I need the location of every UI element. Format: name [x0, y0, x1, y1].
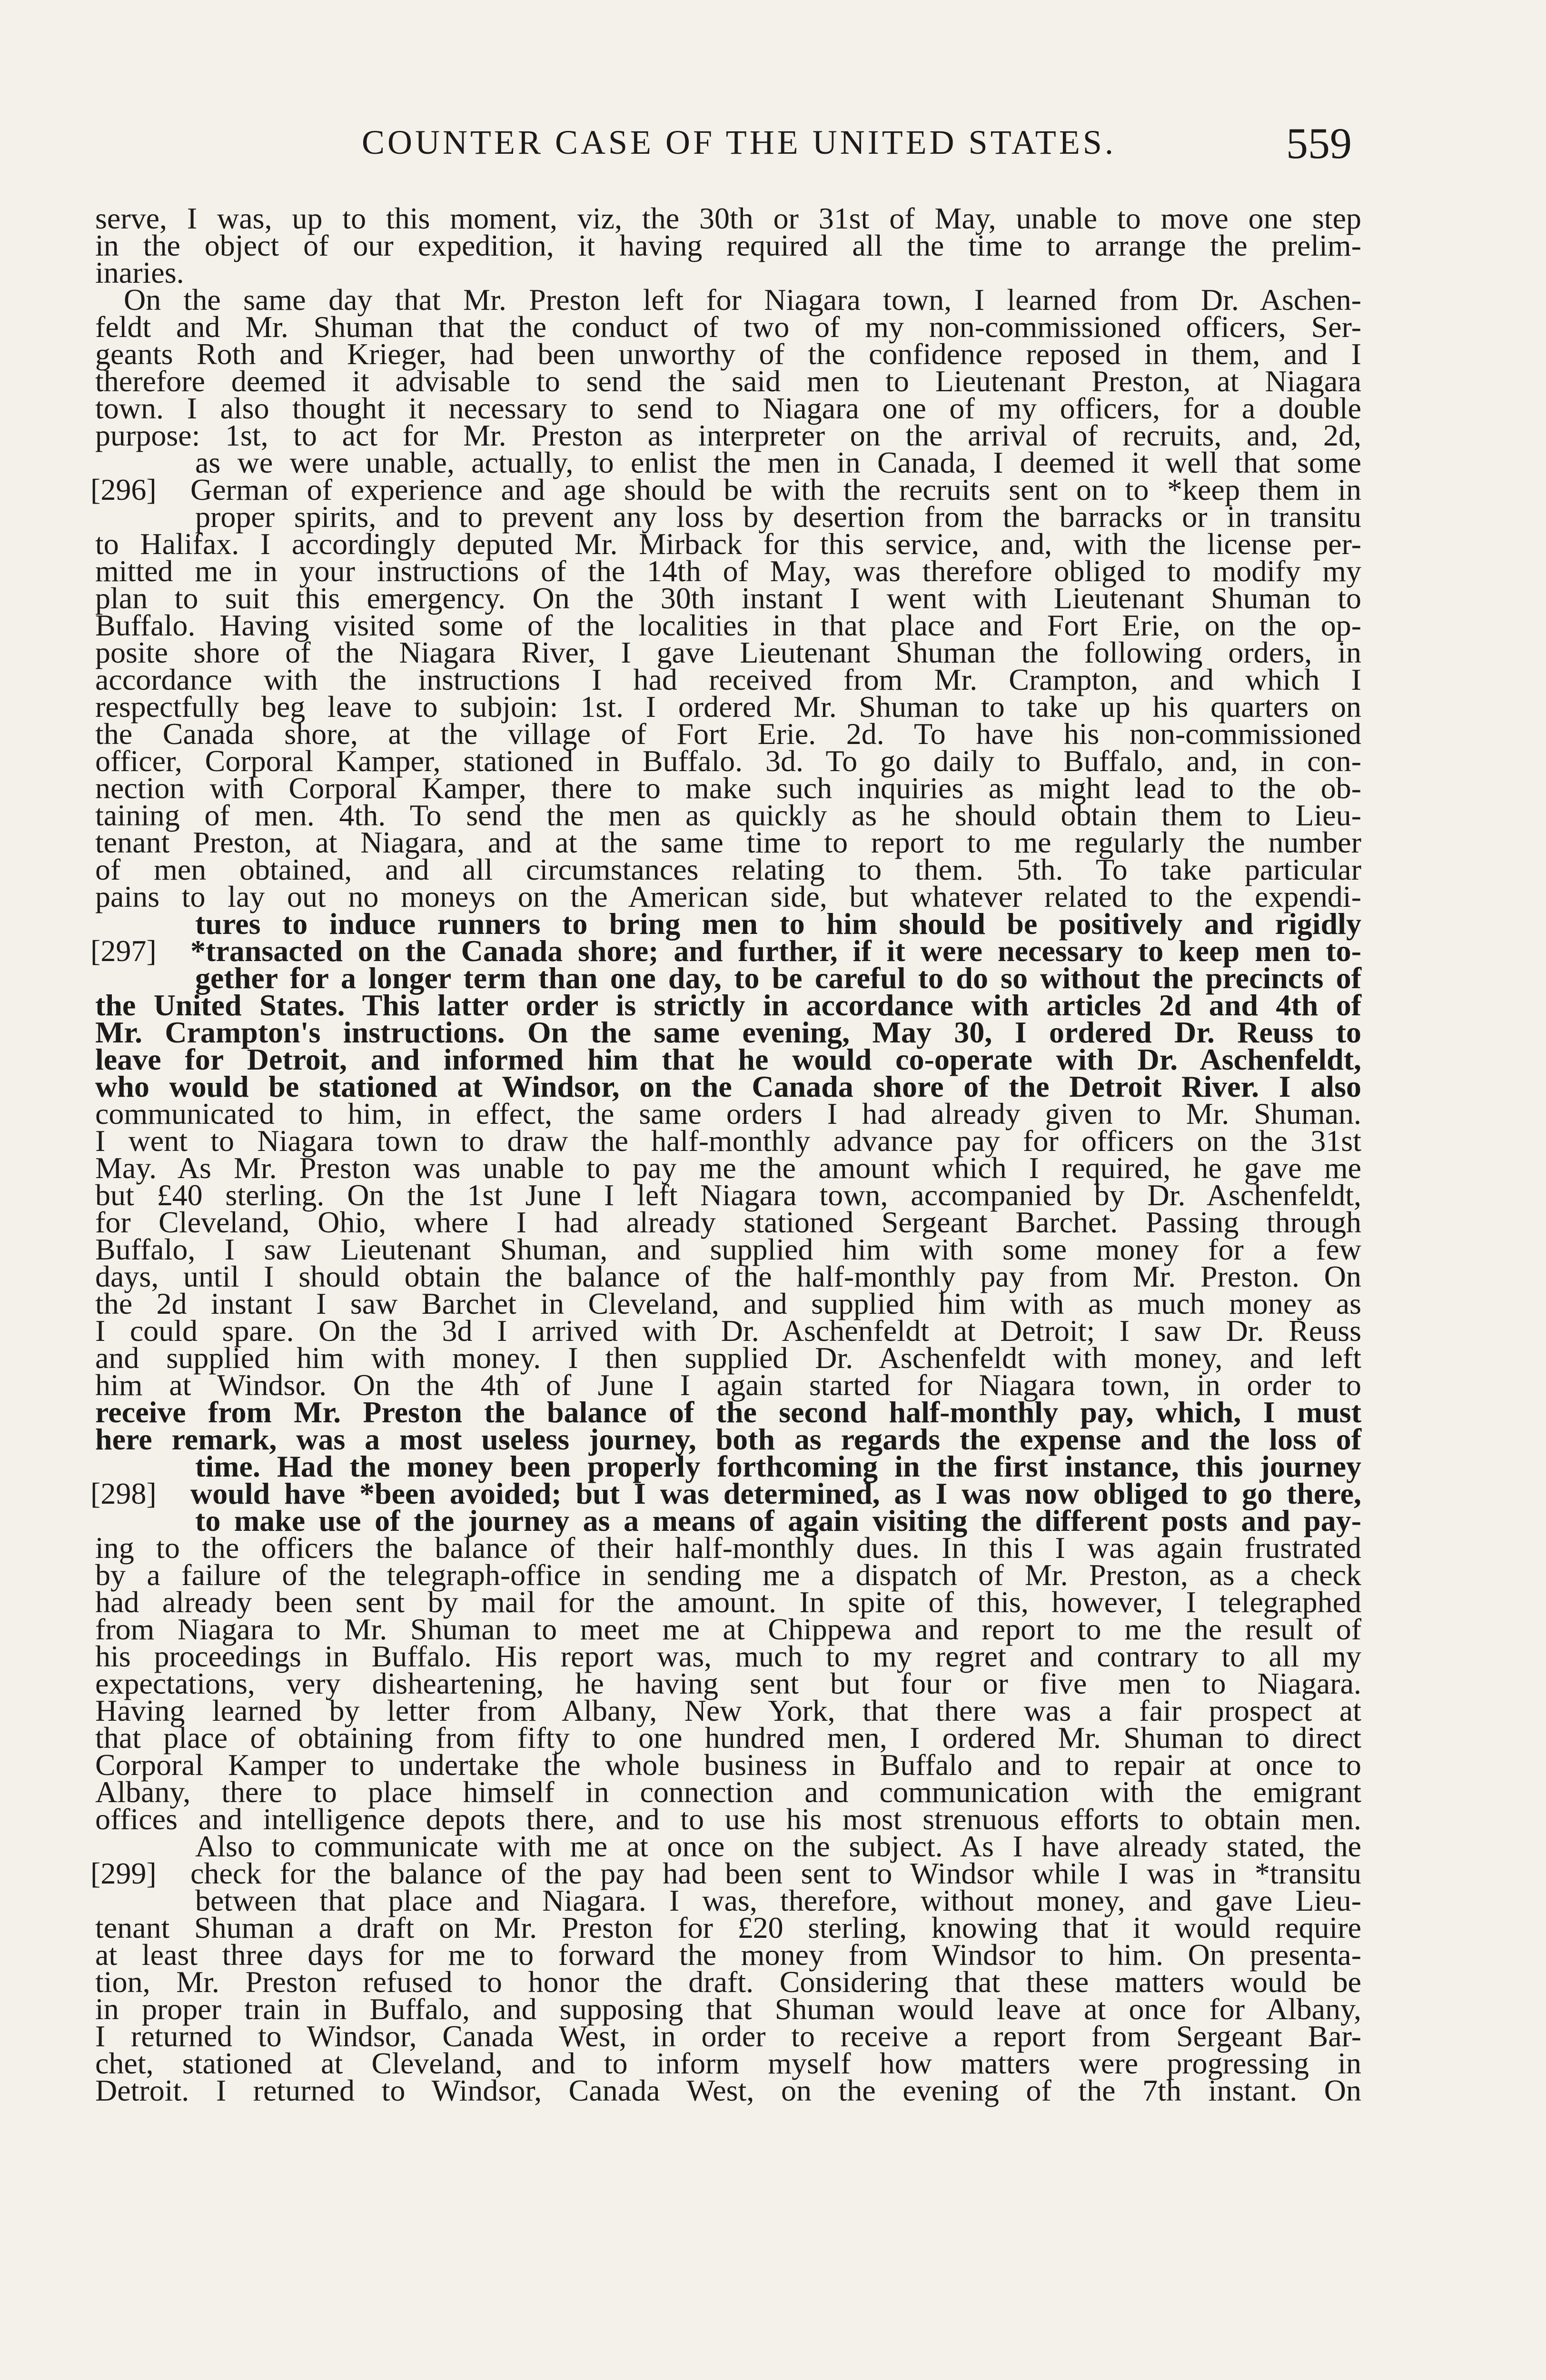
text-line: German of experience and age should be with the recruits sent on to *keep them in	[190, 473, 1361, 506]
text-line: communicated to him, in effect, the same orders I had already given to Mr. Shuman.	[95, 1097, 1361, 1130]
text-line-with-marker	[90, 1477, 1361, 1510]
text-line: town. I also thought it necessary to send to Niagara one of my officers, for a double	[95, 391, 1361, 425]
text-line: purpose: 1st, to act for Mr. Preston as interpreter on the arrival of recruits, and, 2d,	[95, 418, 1361, 452]
text-line: had already been sent by mail for the amount. In spite of this, however, I telegraphed	[95, 1585, 1361, 1619]
text-line: days, until I should obtain the balance of the half-monthly pay from Mr. Preston. On	[95, 1259, 1361, 1293]
text-line: therefore deemed it advisable to send the said men to Lieutenant Preston, at Niagara	[95, 364, 1361, 398]
text-line: accordance with the instructions I had received from Mr. Crampton, and which I	[95, 663, 1361, 696]
margin-marker: [298]	[90, 1477, 157, 1510]
text-line: to Halifax. I accordingly deputed Mr. Mirback for this service, and, with the license per-	[95, 527, 1361, 561]
text-line: taining of men. 4th. To send the men as quickly as he should obtain them to Lieu-	[95, 798, 1361, 832]
text-line: in the object of our expedition, it having required all the time to arrange the prelim-	[95, 228, 1361, 262]
text-line-with-marker	[90, 1856, 1361, 1890]
text-line: the Canada shore, at the village of Fort Erie. 2d. To have his non-commissioned	[95, 717, 1361, 751]
text-line: gether for a longer term than one day, to be careful to do so without the precincts of	[195, 961, 1361, 995]
text-line: tenant Shuman a draft on Mr. Preston for £20 sterling, knowing that it would require	[95, 1911, 1361, 1944]
text-line: ing to the officers the balance of their half-monthly dues. In this I was again frustrated	[95, 1531, 1361, 1565]
text-line: who would be stationed at Windsor, on the Canada shore of the Detroit River. I also	[95, 1070, 1361, 1103]
text-line-with-marker	[90, 934, 1361, 968]
text-line: tenant Preston, at Niagara, and at the same time to report to me regularly the number	[95, 825, 1361, 859]
text-line: nection with Corporal Kamper, there to make such inquiries as might lead to the ob-	[95, 771, 1361, 805]
text-line: receive from Mr. Preston the balance of the second half-monthly pay, which, I must	[95, 1395, 1361, 1429]
text-line: offices and intelligence depots there, and to use his most strenuous efforts to obtain men.	[95, 1802, 1361, 1836]
text-line: Mr. Crampton's instructions. On the same evening, May 30, I ordered Dr. Reuss to	[95, 1015, 1361, 1049]
text-line: at least three days for me to forward the money from Windsor to him. On presenta-	[95, 1938, 1361, 1972]
text-line: and supplied him with money. I then supplied Dr. Aschenfeldt with money, and left	[95, 1341, 1361, 1375]
text-line: for Cleveland, Ohio, where I had already stationed Sergeant Barchet. Passing through	[95, 1205, 1361, 1239]
text-line: mitted me in your instructions of the 14th of May, was therefore obliged to modify my	[95, 554, 1361, 588]
text-line: plan to suit this emergency. On the 30th instant I went with Lieutenant Shuman to	[95, 581, 1361, 615]
text-line: inaries.	[95, 256, 184, 289]
text-line: by a failure of the telegraph-office in sending me a dispatch of Mr. Preston, as a check	[95, 1558, 1361, 1592]
text-line: that place of obtaining from fifty to one hundred men, I ordered Mr. Shuman to direct	[95, 1721, 1361, 1755]
text-line: chet, stationed at Cleveland, and to inform myself how matters were progressing in	[95, 2046, 1361, 2080]
text-line: Having learned by letter from Albany, New York, that there was a fair prospect at	[95, 1694, 1361, 1727]
text-line: pains to lay out no moneys on the American side, but whatever related to the expendi-	[95, 880, 1361, 913]
text-line-with-marker	[90, 473, 1361, 506]
text-line: here remark, was a most useless journey, both as regards the expense and the loss of	[95, 1422, 1361, 1456]
text-line: On the same day that Mr. Preston left for Niagara town, I learned from Dr. Aschen-	[124, 283, 1361, 317]
text-line: I could spare. On the 3d I arrived with Dr. Aschenfeldt at Detroit; I saw Dr. Reuss	[95, 1314, 1361, 1348]
text-line: him at Windsor. On the 4th of June I again started for Niagara town, in order to	[95, 1368, 1361, 1402]
text-line: Buffalo. Having visited some of the localities in that place and Fort Erie, on the op-	[95, 608, 1361, 642]
running-title: COUNTER CASE OF THE UNITED STATES.	[362, 123, 1116, 161]
text-line: in proper train in Buffalo, and supposing that Shuman would leave at once for Albany,	[95, 1992, 1361, 2026]
text-line: Detroit. I returned to Windsor, Canada West, on the evening of the 7th instant. On	[95, 2073, 1361, 2107]
margin-marker: [299]	[90, 1856, 157, 1890]
text-line: his proceedings in Buffalo. His report was, much to my regret and contrary to all my	[95, 1639, 1361, 1673]
text-line: I returned to Windsor, Canada West, in order to receive a report from Sergeant Bar-	[95, 2019, 1361, 2053]
text-line: I went to Niagara town to draw the half-monthly advance pay for officers on the 31st	[95, 1124, 1361, 1158]
text-line: geants Roth and Krieger, had been unworthy of the confidence reposed in them, and I	[95, 337, 1361, 371]
text-line: respectfully beg leave to subjoin: 1st. I ordered Mr. Shuman to take up his quarters on	[95, 690, 1361, 724]
text-line: serve, I was, up to this moment, viz, the 30th or 31st of May, unable to move one step	[95, 201, 1361, 235]
text-line: time. Had the money been properly forthcoming in the first instance, this journey	[195, 1449, 1361, 1483]
text-line: Corporal Kamper to undertake the whole business in Buffalo and to repair at once to	[95, 1748, 1361, 1782]
text-line: Albany, there to place himself in connection and communication with the emigrant	[95, 1775, 1361, 1809]
text-line: the 2d instant I saw Barchet in Cleveland, and supplied him with as much money as	[95, 1287, 1361, 1320]
text-line: tures to induce runners to bring men to him should be positively and rigidly	[195, 907, 1361, 941]
text-line: expectations, very disheartening, he having sent but four or five men to Niagara.	[95, 1666, 1361, 1700]
text-line: proper spirits, and to prevent any loss by desertion from the barracks or in transitu	[195, 500, 1361, 534]
margin-marker: [296]	[90, 473, 157, 506]
text-line: from Niagara to Mr. Shuman to meet me at Chippewa and report to me the result of	[95, 1612, 1361, 1646]
text-line: feldt and Mr. Shuman that the conduct of two of my non-commissioned officers, Ser-	[95, 310, 1361, 344]
text-line: as we were unable, actually, to enlist the men in Canada, I deemed it well that some	[195, 446, 1361, 479]
page-header	[95, 118, 1361, 170]
text-line: of men obtained, and all circumstances relating to them. 5th. To take particular	[95, 853, 1361, 886]
text-line: Buffalo, I saw Lieutenant Shuman, and supplied him with some money for a few	[95, 1232, 1361, 1266]
text-line: *transacted on the Canada shore; and further, if it were necessary to keep men to-	[190, 934, 1361, 968]
body-text	[90, 201, 1361, 2107]
text-line: posite shore of the Niagara River, I gave Lieutenant Shuman the following orders, in	[95, 635, 1361, 669]
margin-marker: [297]	[90, 934, 157, 968]
text-line: officer, Corporal Kamper, stationed in Buffalo. 3d. To go daily to Buffalo, and, in con-	[95, 744, 1361, 778]
text-line: but £40 sterling. On the 1st June I left Niagara town, accompanied by Dr. Aschenfeldt,	[95, 1178, 1361, 1212]
text-line: the United States. This latter order is strictly in accordance with articles 2d and 4th of	[95, 988, 1361, 1022]
text-line: check for the balance of the pay had been sent to Windsor while I was in *transitu	[190, 1856, 1361, 1890]
text-line: would have *been avoided; but I was determined, as I was now obliged to go there,	[190, 1477, 1361, 1510]
page-number: 559	[1286, 119, 1352, 168]
text-line: leave for Detroit, and informed him that he would co-operate with Dr. Aschenfeldt,	[95, 1042, 1361, 1076]
text-line: Also to communicate with me at once on the subject. As I have already stated, the	[195, 1829, 1361, 1863]
text-line: between that place and Niagara. I was, therefore, without money, and gave Lieu-	[195, 1884, 1361, 1917]
text-line: tion, Mr. Preston refused to honor the draft. Considering that these matters would be	[95, 1965, 1361, 1999]
text-line: to make use of the journey as a means of again visiting the different posts and pay-	[195, 1504, 1361, 1537]
text-line: May. As Mr. Preston was unable to pay me the amount which I required, he gave me	[95, 1151, 1361, 1185]
